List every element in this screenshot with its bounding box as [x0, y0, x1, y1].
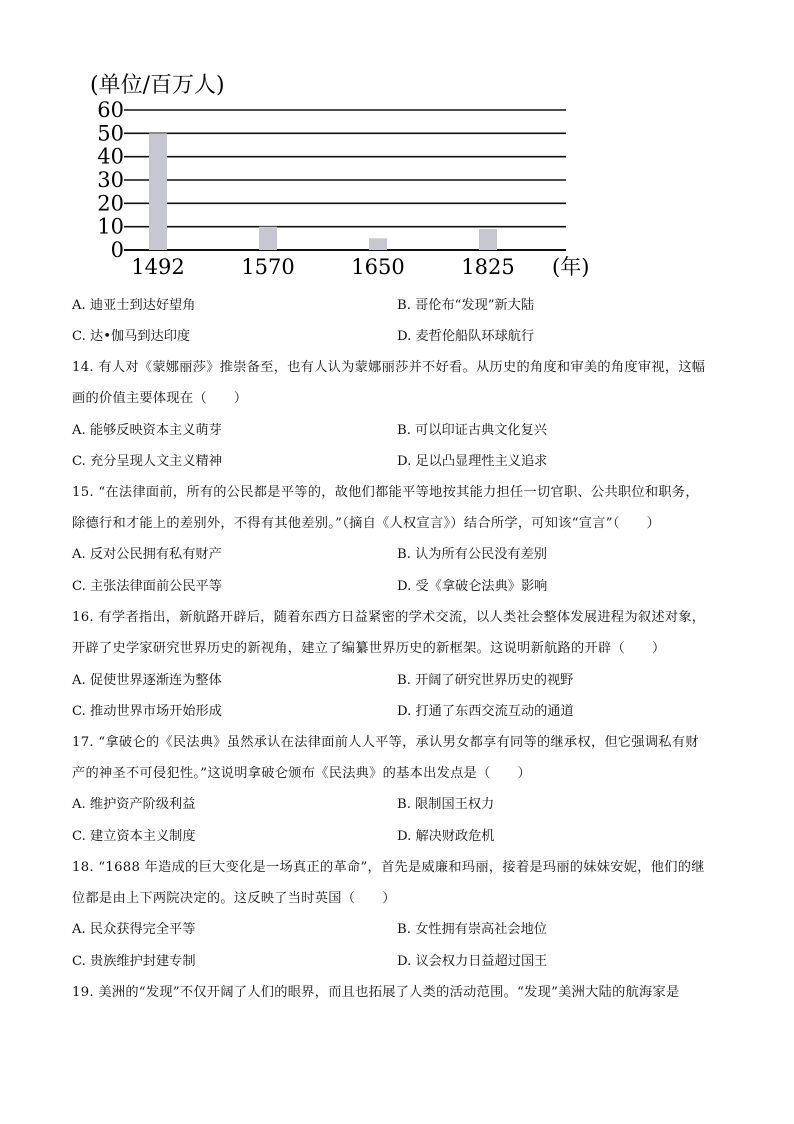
y-tick-label-20: 20 [97, 191, 124, 216]
q14-stem-line1: 14. 有人对《蒙娜丽莎》推崇备至，也有人认为蒙娜丽莎并不好看。从历史的角度和审美的角度审视，这幅 [72, 360, 706, 375]
y-tick-label-10: 10 [97, 214, 124, 239]
x-axis-ticks [131, 255, 514, 279]
q16-option-c[interactable]: C. 推动世界市场开始形成 [72, 704, 222, 719]
bar-1492 [149, 133, 167, 250]
q18-option-c[interactable]: C. 贵族维护封建专制 [72, 954, 196, 969]
x-tick-label-1825: 1825 [461, 255, 515, 279]
q18-option-d[interactable]: D. 议会权力日益超过国王 [397, 954, 548, 969]
chart-bars [149, 133, 497, 250]
q13-option-a[interactable]: A. 迪亚士到达好望角 [72, 298, 196, 313]
y-tick-label-40: 40 [97, 144, 124, 169]
chart-title: (单位/百万人) [90, 73, 225, 98]
q16-option-d[interactable]: D. 打通了东西交流互动的通道 [397, 704, 574, 719]
x-axis-label: (年) [552, 255, 590, 279]
q17-stem-line2: 产的神圣不可侵犯性。”这说明拿破仑颁布《民法典》的基本出发点是（ ） [72, 766, 532, 781]
q15-option-d[interactable]: D. 受《拿破仑法典》影响 [397, 579, 548, 594]
q16-option-b[interactable]: B. 开阔了研究世界历史的视野 [397, 673, 574, 688]
x-tick-label-1650: 1650 [351, 255, 405, 279]
q14-option-a[interactable]: A. 能够反映资本主义萌芽 [72, 423, 222, 438]
y-axis-ticks [97, 98, 124, 262]
chart-gridlines [124, 110, 566, 250]
q19-stem-line1: 19. 美洲的“发现”不仅开阔了人们的眼界，而且也拓展了人类的活动范围。“发现”美洲大陆的航海家是 [72, 985, 680, 1000]
q14-stem-line2: 画的价值主要体现在（ ） [72, 391, 248, 406]
q17-stem-line1: 17. “拿破仑的《民法典》虽然承认在法律面前人人平等，承认男女都享有同等的继承权，但它强调私有财 [72, 735, 699, 750]
q17-option-a[interactable]: A. 维护资产阶级利益 [72, 797, 196, 812]
q14-option-d[interactable]: D. 足以凸显理性主义追求 [397, 454, 548, 469]
q15-stem-line1: 15. “在法律面前，所有的公民都是平等的，故他们都能平等地按其能力担任一切官职、公共职位和职务， [72, 485, 699, 500]
population-bar-chart [80, 62, 620, 284]
q13-option-b[interactable]: B. 哥伦布“发现”新大陆 [397, 298, 535, 313]
q17-option-c[interactable]: C. 建立资本主义制度 [72, 829, 196, 844]
q18-option-a[interactable]: A. 民众获得完全平等 [72, 922, 196, 937]
bar-1570 [259, 227, 277, 250]
q14-option-b[interactable]: B. 可以印证古典文化复兴 [397, 423, 547, 438]
x-tick-label-1492: 1492 [131, 255, 185, 279]
q18-stem-line2: 位都是由上下两院决定的。这反映了当时英国（ ） [72, 891, 396, 906]
y-tick-label-60: 60 [97, 98, 124, 122]
q15-option-b[interactable]: B. 认为所有公民没有差别 [397, 547, 547, 562]
bar-1650 [369, 238, 387, 250]
q13-option-d[interactable]: D. 麦哲伦船队环球航行 [397, 329, 535, 344]
q15-stem-line2: 除德行和才能上的差别外，不得有其他差别。”（摘自《人权宣言》）结合所学，可知该“宣言”（ ） [72, 516, 661, 531]
q17-option-b[interactable]: B. 限制国王权力 [397, 797, 495, 812]
q15-option-a[interactable]: A. 反对公民拥有私有财产 [72, 547, 222, 562]
q18-stem-line1: 18. “1688 年造成的巨大变化是一场真正的革命”，首先是威廉和玛丽，接着是玛丽的妹妹安妮，他们的继 [72, 860, 705, 875]
q13-option-c[interactable]: C. 达•伽马到达印度 [72, 329, 191, 344]
q17-option-d[interactable]: D. 解决财政危机 [397, 829, 495, 844]
y-tick-label-50: 50 [97, 121, 124, 146]
q16-stem-line2: 开辟了史学家研究世界历史的新视角，建立了编纂世界历史的新框架。这说明新航路的开辟（ ） [72, 641, 666, 656]
y-tick-label-30: 30 [97, 168, 124, 192]
q14-option-c[interactable]: C. 充分呈现人文主义精神 [72, 454, 222, 469]
y-tick-label-0: 0 [110, 238, 124, 262]
q16-stem-line1: 16. 有学者指出，新航路开辟后，随着东西方日益紧密的学术交流，以人类社会整体发展进程为叙述对象， [72, 610, 706, 625]
x-tick-label-1570: 1570 [241, 255, 295, 279]
q16-option-a[interactable]: A. 促使世界逐渐连为整体 [72, 673, 222, 688]
q15-option-c[interactable]: C. 主张法律面前公民平等 [72, 579, 222, 594]
q18-option-b[interactable]: B. 女性拥有崇高社会地位 [397, 922, 547, 937]
bar-1825 [479, 229, 497, 250]
